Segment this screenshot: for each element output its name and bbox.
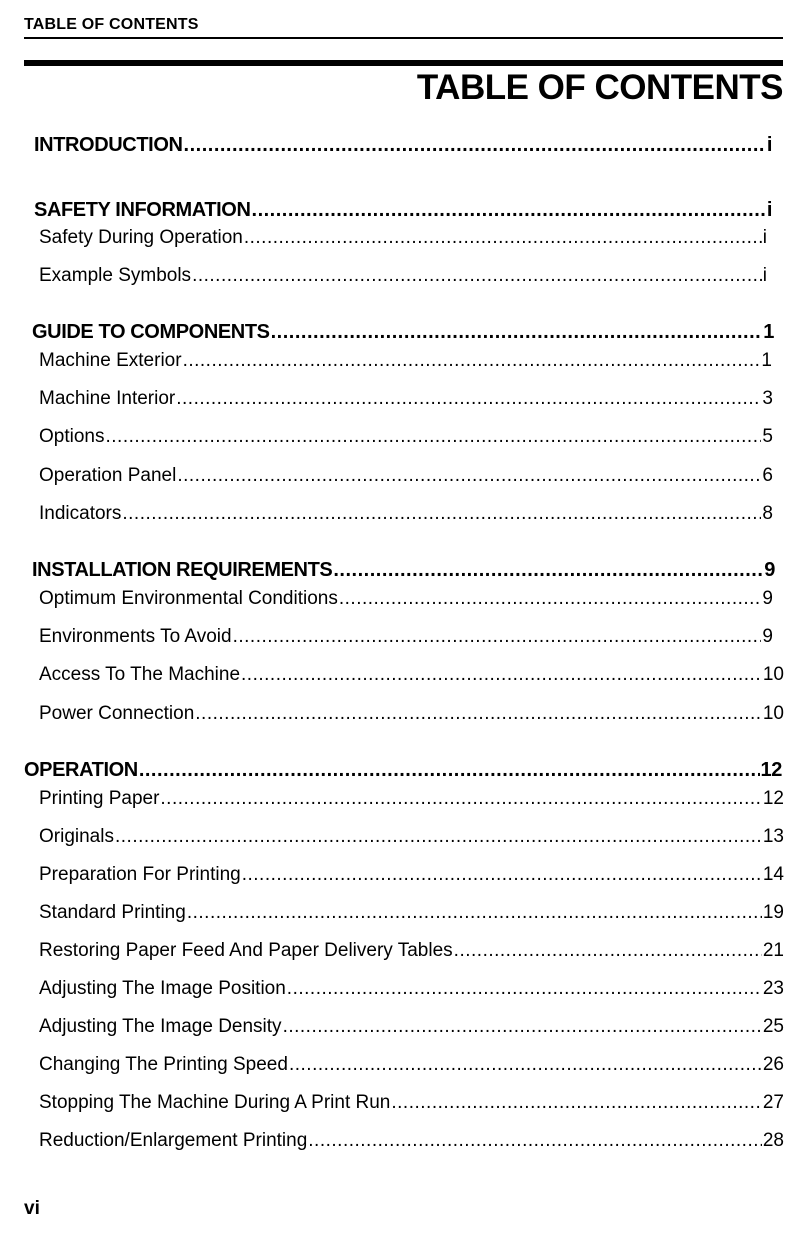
header-rule [24, 37, 783, 39]
toc-entry-label: Reduction/Enlargement Printing [39, 1130, 308, 1151]
dot-leader [184, 134, 766, 157]
toc-entry-label: Options [39, 426, 105, 447]
title-rule [24, 60, 783, 66]
toc-page-number: 28 [762, 1130, 784, 1151]
toc-entry[interactable] [39, 864, 784, 892]
toc-entry-label: Indicators [39, 503, 122, 524]
toc-heading-guide-to-components[interactable] [32, 321, 774, 349]
toc-entry[interactable] [39, 388, 773, 416]
toc-heading-installation-requirements[interactable] [32, 559, 775, 587]
dot-leader [183, 350, 761, 372]
toc-heading-label: GUIDE TO COMPONENTS [32, 321, 270, 343]
toc-entry[interactable] [39, 1092, 784, 1120]
toc-entry[interactable] [39, 1054, 784, 1082]
toc-entry[interactable] [39, 426, 773, 454]
dot-leader [192, 265, 762, 287]
toc-entry[interactable] [39, 588, 773, 616]
toc-page-number: 14 [762, 864, 784, 885]
toc-heading-operation[interactable] [24, 759, 782, 787]
dot-leader [187, 902, 762, 924]
page-number: vi [24, 1198, 40, 1219]
toc-page-number: 10 [762, 664, 784, 685]
toc-page-number: 5 [762, 426, 773, 447]
toc-entry[interactable] [39, 902, 784, 930]
toc-entry[interactable] [39, 664, 784, 692]
toc-entry[interactable] [39, 826, 784, 854]
dot-leader [176, 388, 761, 410]
dot-leader [308, 1130, 762, 1152]
toc-entry-label: Restoring Paper Feed And Paper Delivery Tables [39, 940, 453, 961]
dot-leader [283, 1016, 762, 1038]
toc-entry[interactable] [39, 465, 773, 493]
toc-page-number: 8 [762, 503, 773, 524]
toc-heading-label: OPERATION [24, 759, 138, 781]
toc-heading-label: INTRODUCTION [34, 134, 183, 156]
toc-entry-label: Stopping The Machine During A Print Run [39, 1092, 391, 1113]
toc-page-number: 12 [762, 788, 784, 809]
running-head: TABLE OF CONTENTS [24, 16, 199, 33]
toc-page-number: 9 [764, 559, 775, 581]
toc-entry[interactable] [39, 940, 784, 968]
toc-entry[interactable] [39, 265, 767, 293]
dot-leader [195, 703, 762, 725]
dot-leader [233, 626, 762, 648]
toc-entry-label: Operation Panel [39, 465, 177, 486]
toc-heading-label: SAFETY INFORMATION [34, 199, 251, 221]
toc-entry[interactable] [39, 978, 784, 1006]
toc-page-number: 26 [762, 1054, 784, 1075]
toc-page-number: i [762, 227, 767, 248]
toc-entry[interactable] [39, 626, 773, 654]
page-title: TABLE OF CONTENTS [416, 68, 783, 107]
toc-entry-label: Adjusting The Image Position [39, 978, 286, 999]
toc-entry[interactable] [39, 1130, 784, 1158]
toc-page-number: 9 [762, 626, 773, 647]
toc-entry-label: Machine Interior [39, 388, 176, 409]
toc-entry-label: Environments To Avoid [39, 626, 232, 647]
toc-page-number: 27 [762, 1092, 784, 1113]
toc-entry[interactable] [39, 503, 773, 531]
toc-page-number: 25 [762, 1016, 784, 1037]
toc-entry-label: Adjusting The Image Density [39, 1016, 282, 1037]
toc-entry-label: Example Symbols [39, 265, 192, 286]
toc-page-number: 3 [762, 388, 773, 409]
dot-leader [244, 227, 762, 249]
dot-leader [391, 1092, 761, 1114]
toc-page-number: 9 [762, 588, 773, 609]
dot-leader [339, 588, 762, 610]
dot-leader [289, 1054, 762, 1076]
toc-entry-label: Optimum Environmental Conditions [39, 588, 338, 609]
toc-entry[interactable] [39, 1016, 784, 1044]
toc-entry[interactable] [39, 227, 767, 255]
dot-leader [105, 426, 761, 448]
toc-entry-label: Power Connection [39, 703, 195, 724]
toc-entry-label: Safety During Operation [39, 227, 243, 248]
dot-leader [160, 788, 761, 810]
toc-page-number: 23 [762, 978, 784, 999]
toc-entry-label: Machine Exterior [39, 350, 182, 371]
dot-leader [287, 978, 762, 1000]
toc-page-number: 19 [762, 902, 784, 923]
dot-leader [454, 940, 762, 962]
toc-page-number: i [762, 265, 767, 286]
dot-leader [122, 503, 761, 525]
dot-leader [115, 826, 762, 848]
toc-page-number: i [766, 134, 772, 156]
toc-entry[interactable] [39, 788, 784, 816]
toc-page-number: 13 [762, 826, 784, 847]
dot-leader [241, 664, 762, 686]
toc-page-number: i [766, 199, 772, 221]
dot-leader [271, 321, 763, 344]
dot-leader [139, 759, 760, 782]
toc-entry-label: Preparation For Printing [39, 864, 241, 885]
toc-entry-label: Printing Paper [39, 788, 160, 809]
toc-heading-safety-information[interactable] [34, 199, 772, 227]
toc-page-number: 6 [762, 465, 773, 486]
toc-entry[interactable] [39, 703, 784, 731]
toc-entry-label: Originals [39, 826, 114, 847]
toc-entry[interactable] [39, 350, 772, 378]
toc-page-number: 12 [760, 759, 782, 781]
toc-entry-label: Changing The Printing Speed [39, 1054, 288, 1075]
dot-leader [242, 864, 762, 886]
dot-leader [252, 199, 766, 222]
toc-entry-label: Access To The Machine [39, 664, 241, 685]
dot-leader [177, 465, 761, 487]
toc-page-number: 21 [762, 940, 784, 961]
toc-heading-introduction[interactable] [34, 134, 772, 162]
dot-leader [333, 559, 763, 582]
toc-page-number: 1 [763, 321, 774, 343]
toc-page-number: 10 [762, 703, 784, 724]
toc-heading-label: INSTALLATION REQUIREMENTS [32, 559, 333, 581]
toc-entry-label: Standard Printing [39, 902, 186, 923]
toc-page-number: 1 [761, 350, 772, 371]
